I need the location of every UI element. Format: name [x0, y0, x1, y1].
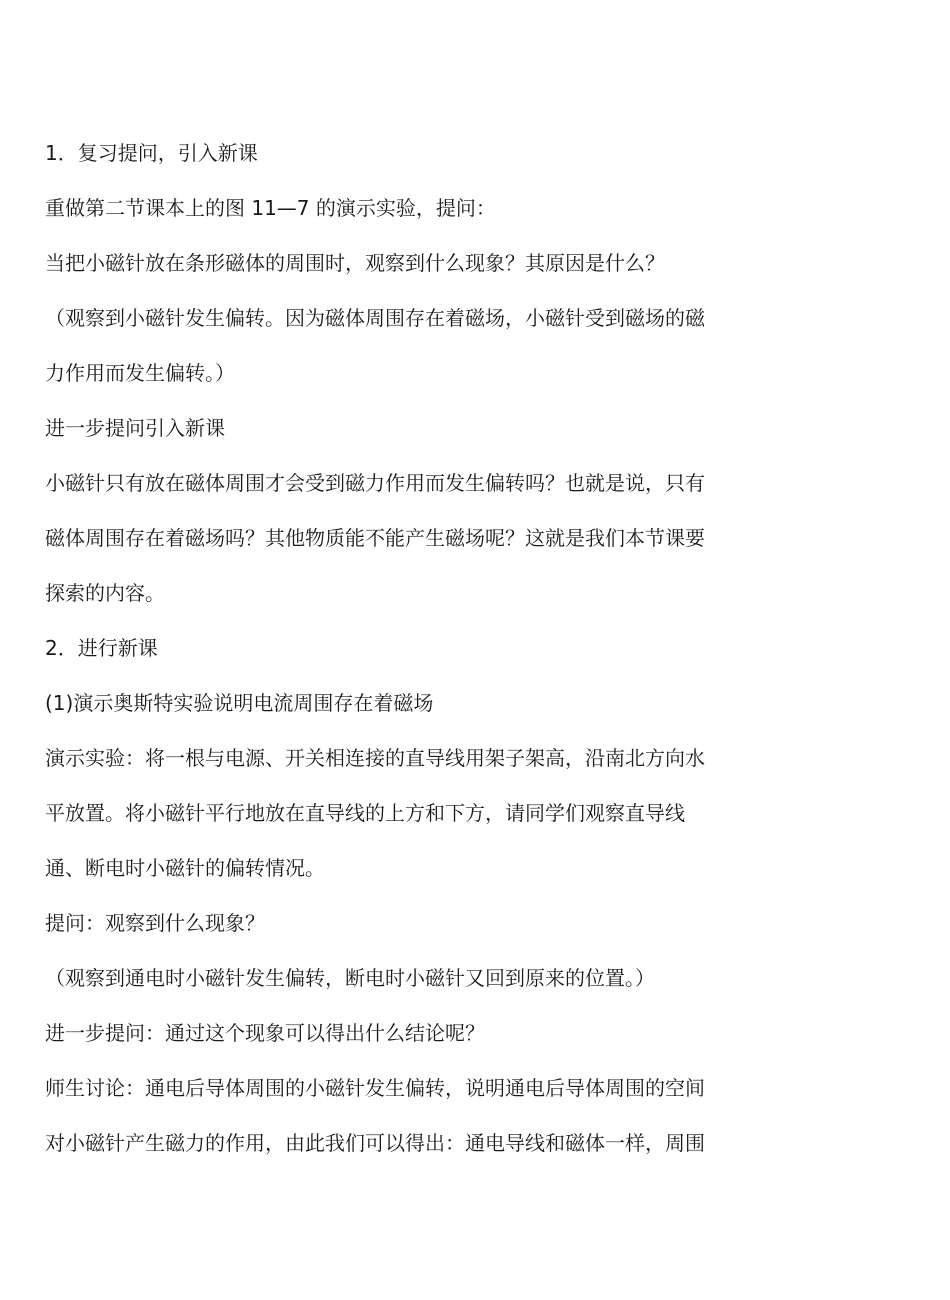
paragraph-line: 通、断电时小磁针的偏转情况。 — [45, 856, 325, 880]
paragraph-line: 师生讨论：通电后导体周围的小磁针发生偏转，说明通电后导体周围的空间 — [45, 1076, 705, 1100]
document-body — [45, 126, 785, 1171]
subheading-oersted-experiment: (1)演示奥斯特实验说明电流周围存在着磁场 — [45, 691, 434, 715]
heading-review-intro: 1．复习提问，引入新课 — [45, 141, 258, 165]
heading-new-lesson: 2．进行新课 — [45, 636, 158, 660]
paragraph-line: （观察到小磁针发生偏转。因为磁体周围存在着磁场，小磁针受到磁场的磁 — [45, 306, 705, 330]
paragraph-line: （观察到通电时小磁针发生偏转，断电时小磁针又回到原来的位置。） — [45, 966, 655, 990]
paragraph-line: 磁体周围存在着磁场吗？其他物质能不能产生磁场呢？这就是我们本节课要 — [45, 526, 705, 550]
paragraph-line: 平放置。将小磁针平行地放在直导线的上方和下方，请同学们观察直导线 — [45, 801, 685, 825]
paragraph-line: 当把小磁针放在条形磁体的周围时，观察到什么现象？其原因是什么？ — [45, 251, 665, 275]
paragraph-line: 提问：观察到什么现象？ — [45, 911, 265, 935]
paragraph-line: 进一步提问引入新课 — [45, 416, 225, 440]
paragraph-line: 探索的内容。 — [45, 581, 165, 605]
paragraph-line: 进一步提问：通过这个现象可以得出什么结论呢？ — [45, 1021, 485, 1045]
paragraph-line: 重做第二节课本上的图 11—7 的演示实验，提问： — [45, 196, 496, 220]
paragraph-line: 演示实验：将一根与电源、开关相连接的直导线用架子架高，沿南北方向水 — [45, 746, 705, 770]
paragraph-line: 小磁针只有放在磁体周围才会受到磁力作用而发生偏转吗？也就是说，只有 — [45, 471, 705, 495]
paragraph-line: 力作用而发生偏转。） — [45, 361, 235, 385]
paragraph-line: 对小磁针产生磁力的作用，由此我们可以得出：通电导线和磁体一样，周围 — [45, 1131, 705, 1155]
